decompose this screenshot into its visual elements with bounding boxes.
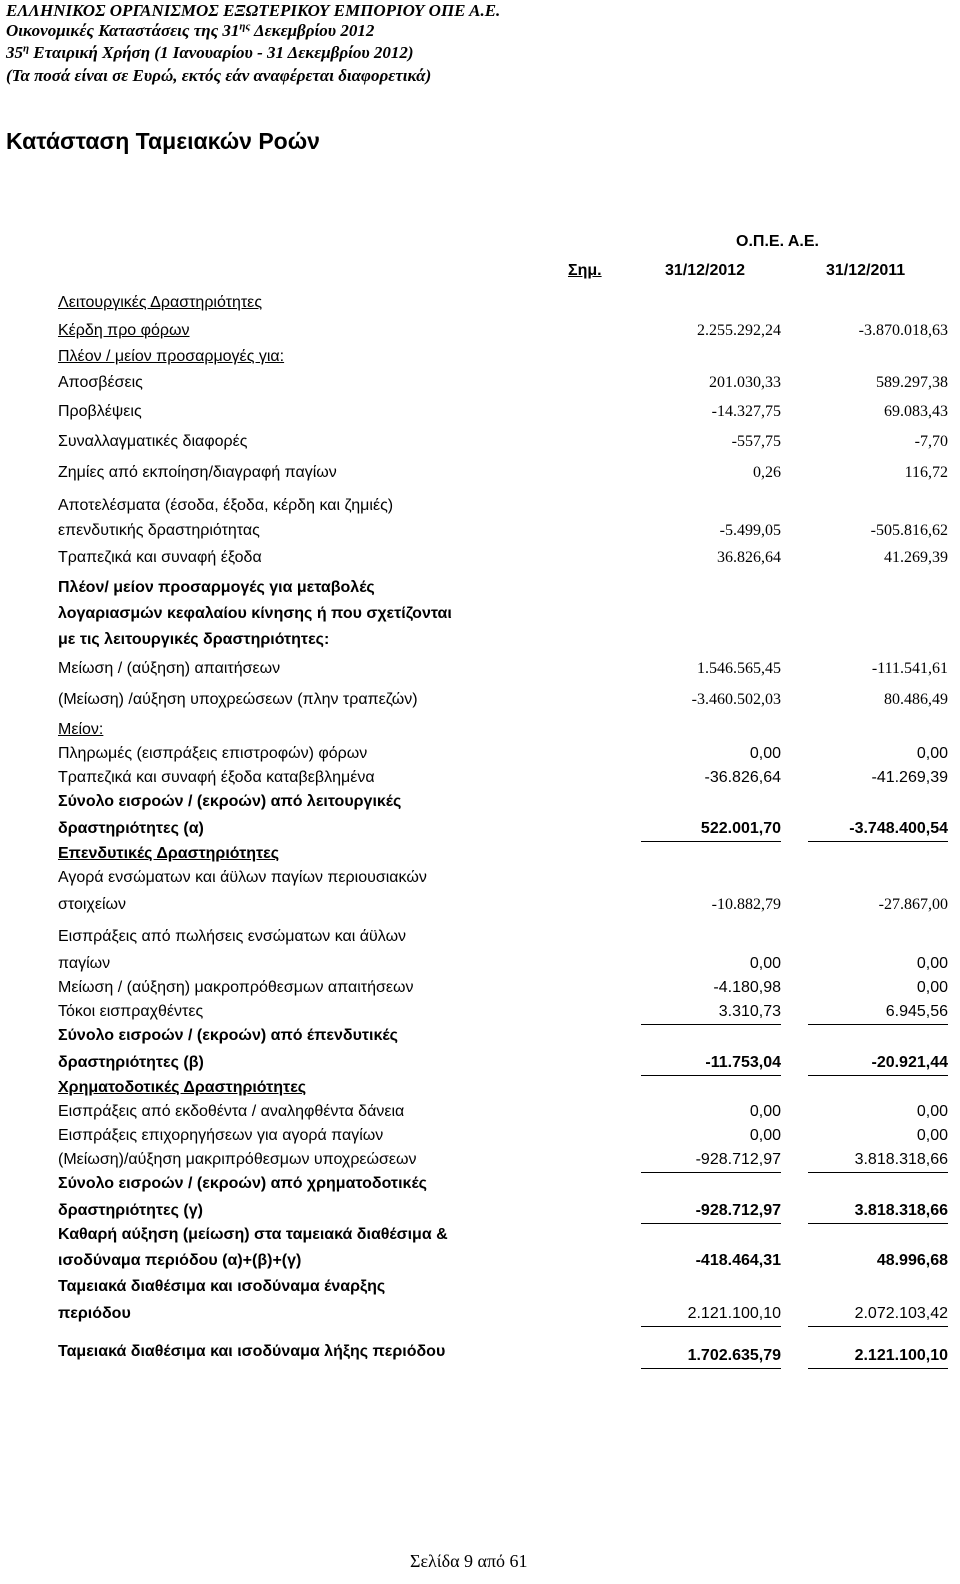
value-2011: -3.870.018,63	[858, 322, 948, 339]
row-label: επενδυτικής δραστηριότητας	[58, 522, 260, 539]
row-label: Μείωση / (αύξηση) μακροπρόθεσμων απαιτήσεων	[58, 979, 414, 996]
row-label: δραστηριότητες (γ)	[58, 1202, 203, 1219]
section-heading-investing: Επενδυτικές Δραστηριότητες	[58, 845, 280, 862]
row-label: Ζημίες από εκποίηση/διαγραφή παγίων	[58, 464, 337, 481]
subtotal-2011: -20.921,44	[808, 1051, 948, 1076]
row-label: Σύνολο εισροών / (εκροών) από χρηματοδοτικές	[58, 1175, 427, 1192]
value-2012: -10.882,79	[711, 896, 781, 913]
subtotal-2012: -11.753,04	[641, 1051, 781, 1076]
row-label: με τις λειτουργικές δραστηριότητες:	[58, 631, 330, 648]
fiscal-year-text: Εταιρική Χρήση (1 Ιανουαρίου - 31 Δεκεμβρίου 2012)	[29, 43, 414, 62]
row-label: Εισπράξεις από πωλήσεις ενσώματων και άϋλων	[58, 928, 407, 945]
table-row	[58, 1100, 948, 1124]
subtotal-2011: -3.748.400,54	[808, 817, 948, 842]
table-row	[58, 952, 948, 976]
table-row	[58, 576, 948, 600]
row-label: Μείωση / (αύξηση) απαιτήσεων	[58, 660, 281, 677]
value-2012: 0,00	[749, 1127, 781, 1144]
value-2011: -7,70	[914, 433, 948, 450]
row-label: Εισπράξεις επιχορηγήσεων για αγορά παγίων	[58, 1127, 384, 1144]
row-label: λογαριασμών κεφαλαίου κίνησης ή που σχετίζονται	[58, 605, 452, 622]
row-label: Εισπράξεις από εκδοθέντα / αναληφθέντα δάνεια	[58, 1103, 405, 1120]
table-row	[58, 766, 948, 790]
row-label: Μείον:	[58, 721, 104, 738]
table-row	[58, 893, 948, 917]
table-row	[58, 976, 948, 1000]
entity-column-header: Ο.Π.Ε. Α.Ε.	[736, 233, 819, 250]
value-2011: 2.072.103,42	[808, 1302, 948, 1327]
net-change-2011: 48.996,68	[876, 1252, 948, 1269]
row-label: δραστηριότητες (α)	[58, 820, 204, 837]
row-label: Πλέον/ μείον προσαρμογές για μεταβολές	[58, 579, 375, 596]
value-2012: 1.546.565,45	[697, 660, 781, 677]
value-2011: -111.541,61	[871, 660, 948, 677]
subtotal-2012: 522.001,70	[641, 817, 781, 842]
fiscal-year-number: 35	[6, 43, 23, 62]
statements-date-sup: ης	[239, 20, 251, 33]
table-row	[58, 1024, 948, 1048]
table-row	[58, 291, 948, 315]
value-2012: 2.255.292,24	[697, 322, 781, 339]
row-label: Συναλλαγματικές διαφορές	[58, 433, 248, 450]
table-row	[58, 602, 948, 626]
value-2011: -41.269,39	[871, 769, 948, 786]
statements-date-text-b: Δεκεμβρίου 2012	[250, 21, 375, 40]
value-2012: -557,75	[731, 433, 781, 450]
table-row	[58, 1051, 948, 1075]
row-label: Καθαρή αύξηση (μείωση) στα ταμειακά διαθέσιμα &	[58, 1226, 448, 1243]
page-title: Κατάσταση Ταμειακών Ροών	[6, 128, 320, 154]
table-row	[58, 628, 948, 652]
table-row	[58, 1199, 948, 1223]
table-row	[58, 546, 948, 570]
value-2012: 36.826,64	[717, 549, 781, 566]
table-row	[58, 371, 948, 395]
currency-note: (Τα ποσά είναι σε Ευρώ, εκτός εάν αναφέρεται διαφορετικά)	[6, 66, 432, 85]
value-2011: 0,00	[916, 955, 948, 972]
value-2012: 201.030,33	[709, 374, 781, 391]
table-row	[58, 461, 948, 485]
row-label: παγίων	[58, 955, 111, 972]
value-2011: 41.269,39	[884, 549, 948, 566]
table-row	[58, 400, 948, 424]
section-heading-financing: Χρηματοδοτικές Δραστηριότητες	[58, 1079, 307, 1096]
page-number: Σελίδα 9 από 61	[410, 1551, 528, 1571]
closing-balance-2012: 1.702.635,79	[641, 1344, 781, 1369]
value-2012: -36.826,64	[704, 769, 781, 786]
table-row	[58, 1275, 948, 1299]
statements-date-line	[6, 21, 374, 41]
value-2011: 116,72	[904, 464, 948, 481]
table-row	[58, 925, 948, 949]
row-label: ισοδύναμα περιόδου (α)+(β)+(γ)	[58, 1252, 302, 1269]
value-2011: 0,00	[916, 1127, 948, 1144]
value-2012: 3.310,73	[641, 1000, 781, 1025]
row-label: στοιχείων	[58, 896, 126, 913]
table-row	[58, 1249, 948, 1273]
section-heading-operating: Λειτουργικές Δραστηριότητες	[58, 294, 263, 311]
net-change-2012: -418.464,31	[695, 1252, 781, 1269]
subtotal-2012: -928.712,97	[641, 1199, 781, 1224]
table-row	[58, 345, 948, 369]
year-2012-column-header: 31/12/2012	[665, 262, 746, 279]
row-label: Αποσβέσεις	[58, 374, 143, 391]
statements-date-text-a: Οικονομικές Καταστάσεις της 31	[6, 21, 240, 40]
row-label: (Μείωση) /αύξηση υποχρεώσεων (πλην τραπεζών)	[58, 691, 418, 708]
value-2011: 589.297,38	[876, 374, 948, 391]
table-row	[58, 790, 948, 814]
row-label: Τραπεζικά και συναφή έξοδα	[58, 549, 262, 566]
value-2012: 2.121.100,10	[641, 1302, 781, 1327]
value-2011: -27.867,00	[878, 896, 948, 913]
value-2012: 0,00	[749, 745, 781, 762]
value-2012: -928.712,97	[641, 1148, 781, 1173]
value-2012: -4.180,98	[713, 979, 781, 996]
table-row	[58, 1000, 948, 1024]
value-2012: 0,26	[753, 464, 781, 481]
table-row	[58, 1148, 948, 1172]
value-2012: -5.499,05	[719, 522, 781, 539]
table-row	[58, 1302, 948, 1326]
row-label: Πλέον / μείον προσαρμογές για:	[58, 348, 285, 365]
value-2011: 3.818.318,66	[808, 1148, 948, 1173]
table-row	[58, 1223, 948, 1247]
value-2011: 69.083,43	[884, 403, 948, 420]
table-row	[58, 519, 948, 543]
table-row	[58, 1340, 948, 1364]
value-2012: 0,00	[749, 955, 781, 972]
year-2011-column-header: 31/12/2011	[826, 262, 906, 279]
table-row	[58, 430, 948, 454]
value-2012: -3.460.502,03	[691, 691, 781, 708]
value-2012: 0,00	[749, 1103, 781, 1120]
row-label: Σύνολο εισροών / (εκροών) από έπενδυτικές	[58, 1027, 398, 1044]
table-row	[58, 657, 948, 681]
value-2011: 0,00	[916, 745, 948, 762]
table-row	[58, 866, 948, 890]
row-label: Αποτελέσματα (έσοδα, έξοδα, κέρδη και ζημιές)	[58, 497, 394, 514]
row-label: Κέρδη προ φόρων	[58, 322, 190, 339]
row-label: δραστηριότητες (β)	[58, 1054, 204, 1071]
table-row	[58, 817, 948, 841]
fiscal-year-sup: η	[23, 42, 30, 55]
table-row	[58, 842, 948, 866]
row-label: Τόκοι εισπραχθέντες	[58, 1003, 204, 1020]
row-label: Ταμειακά διαθέσιμα και ισοδύναμα έναρξης	[58, 1278, 386, 1295]
table-row	[58, 494, 948, 518]
subtotal-2011: 3.818.318,66	[808, 1199, 948, 1224]
value-2011: 0,00	[916, 1103, 948, 1120]
table-row	[58, 319, 948, 343]
company-name: ΕΛΛΗΝΙΚΟΣ ΟΡΓΑΝΙΣΜΟΣ ΕΞΩΤΕΡΙΚΟΥ ΕΜΠΟΡΙΟΥ ΟΠΕ Α.Ε.	[6, 1, 501, 20]
row-label: Τραπεζικά και συναφή έξοδα καταβεβλημένα	[58, 769, 375, 786]
table-row	[58, 1172, 948, 1196]
value-2011: 6.945,56	[808, 1000, 948, 1025]
row-label: Σύνολο εισροών / (εκροών) από λειτουργικές	[58, 793, 402, 810]
row-label: Ταμειακά διαθέσιμα και ισοδύναμα λήξης περιόδου	[58, 1343, 446, 1360]
fiscal-year-line	[6, 43, 414, 63]
table-row	[58, 1076, 948, 1100]
value-2012: -14.327,75	[711, 403, 781, 420]
row-label: Αγορά ενσώματων και άϋλων παγίων περιουσιακών	[58, 869, 427, 886]
table-row	[58, 1124, 948, 1148]
value-2011: 0,00	[916, 979, 948, 996]
note-column-header: Σημ.	[568, 262, 602, 279]
row-label: (Μείωση)/αύξηση μακριπρόθεσμων υποχρεώσεων	[58, 1151, 417, 1168]
closing-balance-2011: 2.121.100,10	[808, 1344, 948, 1369]
table-row	[58, 742, 948, 766]
value-2011: 80.486,49	[884, 691, 948, 708]
row-label: Πληρωμές (εισπράξεις επιστροφών) φόρων	[58, 745, 368, 762]
value-2011: -505.816,62	[870, 522, 948, 539]
table-row	[58, 688, 948, 712]
table-row	[58, 718, 948, 742]
row-label: Προβλέψεις	[58, 403, 142, 420]
row-label: περιόδου	[58, 1305, 131, 1322]
